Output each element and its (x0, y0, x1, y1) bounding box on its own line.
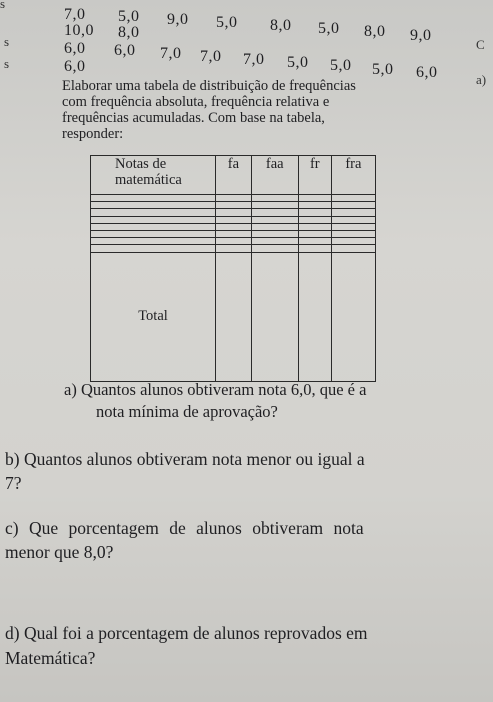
header-fra: fra (331, 156, 375, 195)
table-cell[interactable] (298, 195, 331, 202)
table-cell[interactable] (251, 245, 298, 252)
table-cell[interactable] (91, 216, 216, 223)
table-cell[interactable] (331, 209, 375, 216)
table-row (91, 195, 376, 202)
table-cell[interactable] (216, 245, 252, 252)
table-cell[interactable] (216, 223, 252, 230)
data-value: 5,0 (287, 54, 309, 71)
data-value: 8,0 (364, 23, 386, 40)
data-value: 5,0 (318, 20, 340, 37)
table-cell[interactable] (91, 230, 216, 237)
table-cell[interactable] (331, 202, 375, 209)
table-cell[interactable] (216, 209, 252, 216)
question-c-line: c) Que porcentagem de alunos obtiveram nota (5, 518, 364, 538)
table-cell[interactable] (91, 223, 216, 230)
table-row (91, 209, 376, 216)
instructions-line: responder: (62, 126, 124, 142)
data-value: 9,0 (167, 11, 189, 28)
table-cell[interactable] (216, 238, 252, 245)
data-value: 9,0 (410, 27, 432, 44)
table-cell[interactable] (216, 216, 252, 223)
data-value: 5,0 (216, 14, 238, 31)
table-cell[interactable] (298, 230, 331, 237)
table-cell[interactable] (331, 195, 375, 202)
total-label: Total (91, 252, 216, 382)
table-cell[interactable] (91, 209, 216, 216)
table-cell[interactable] (331, 223, 375, 230)
header-fr: fr (298, 156, 331, 195)
data-value: 5,0 (118, 8, 140, 25)
instructions-line: Elaborar uma tabela de distribuição de frequências (62, 78, 356, 94)
table-cell[interactable] (331, 252, 375, 382)
table-total-row (91, 252, 376, 382)
table-row (91, 245, 376, 252)
page-edge-fragment: C (476, 37, 485, 52)
table-cell[interactable] (298, 216, 331, 223)
table-cell[interactable] (298, 238, 331, 245)
page-edge-fragment: s (4, 34, 10, 49)
table-cell[interactable] (298, 252, 331, 382)
frequency-table (90, 155, 376, 382)
question-d-line: Matemática? (5, 648, 96, 668)
table-cell[interactable] (251, 195, 298, 202)
data-value: 7,0 (243, 51, 265, 68)
table-cell[interactable] (91, 238, 216, 245)
table-cell[interactable] (251, 223, 298, 230)
table-cell[interactable] (331, 245, 375, 252)
table-header-row (91, 156, 376, 195)
data-value: 7,0 (200, 48, 222, 65)
table-cell[interactable] (298, 223, 331, 230)
header-faa: faa (251, 156, 298, 195)
question-a-line: nota mínima de aprovação? (96, 402, 278, 421)
data-value: 7,0 (64, 6, 86, 23)
table-cell[interactable] (331, 216, 375, 223)
table-row (91, 223, 376, 230)
table-cell[interactable] (251, 216, 298, 223)
instructions-line: com frequência absoluta, frequência relativa e (62, 94, 330, 110)
table-cell[interactable] (91, 195, 216, 202)
table-cell[interactable] (331, 230, 375, 237)
table-cell[interactable] (216, 252, 252, 382)
question-b-line: 7? (5, 473, 22, 493)
table-cell[interactable] (91, 245, 216, 252)
data-value: 10,0 (64, 22, 94, 39)
table-cell[interactable] (251, 209, 298, 216)
table-cell[interactable] (298, 202, 331, 209)
header-notas: Notas de matemática (91, 156, 216, 195)
table-cell[interactable] (216, 230, 252, 237)
table-cell[interactable] (331, 238, 375, 245)
table-row (91, 238, 376, 245)
table-cell[interactable] (251, 202, 298, 209)
table-cell[interactable] (251, 238, 298, 245)
data-value: 6,0 (64, 40, 86, 57)
page-edge-fragment: s (4, 56, 10, 71)
data-value: 8,0 (270, 17, 292, 34)
question-d-line: d) Qual foi a porcentagem de alunos reprovados em (5, 623, 368, 643)
table-cell[interactable] (91, 202, 216, 209)
data-value: 8,0 (118, 24, 140, 41)
table-cell[interactable] (216, 202, 252, 209)
table-row (91, 202, 376, 209)
instructions-line: frequências acumuladas. Com base na tabela, (62, 110, 325, 126)
table-cell[interactable] (251, 252, 298, 382)
data-value: 7,0 (160, 45, 182, 62)
question-c-line: menor que 8,0? (5, 542, 114, 562)
data-value: 6,0 (64, 58, 86, 75)
table-cell[interactable] (251, 230, 298, 237)
header-fa: fa (216, 156, 252, 195)
page-edge-fragment: a) (476, 72, 487, 87)
data-value: 5,0 (372, 61, 394, 78)
table-cell[interactable] (298, 245, 331, 252)
table-cell[interactable] (298, 209, 331, 216)
question-a-line: a) Quantos alunos obtiveram nota 6,0, que é a (64, 380, 367, 399)
page-edge-fragment: s (0, 0, 6, 11)
data-value: 6,0 (416, 64, 438, 81)
table-cell[interactable] (216, 195, 252, 202)
question-b-line: b) Quantos alunos obtiveram nota menor ou igual a (5, 449, 365, 469)
table-row (91, 230, 376, 237)
data-value: 5,0 (330, 57, 352, 74)
table-row (91, 216, 376, 223)
data-value: 6,0 (114, 42, 136, 59)
